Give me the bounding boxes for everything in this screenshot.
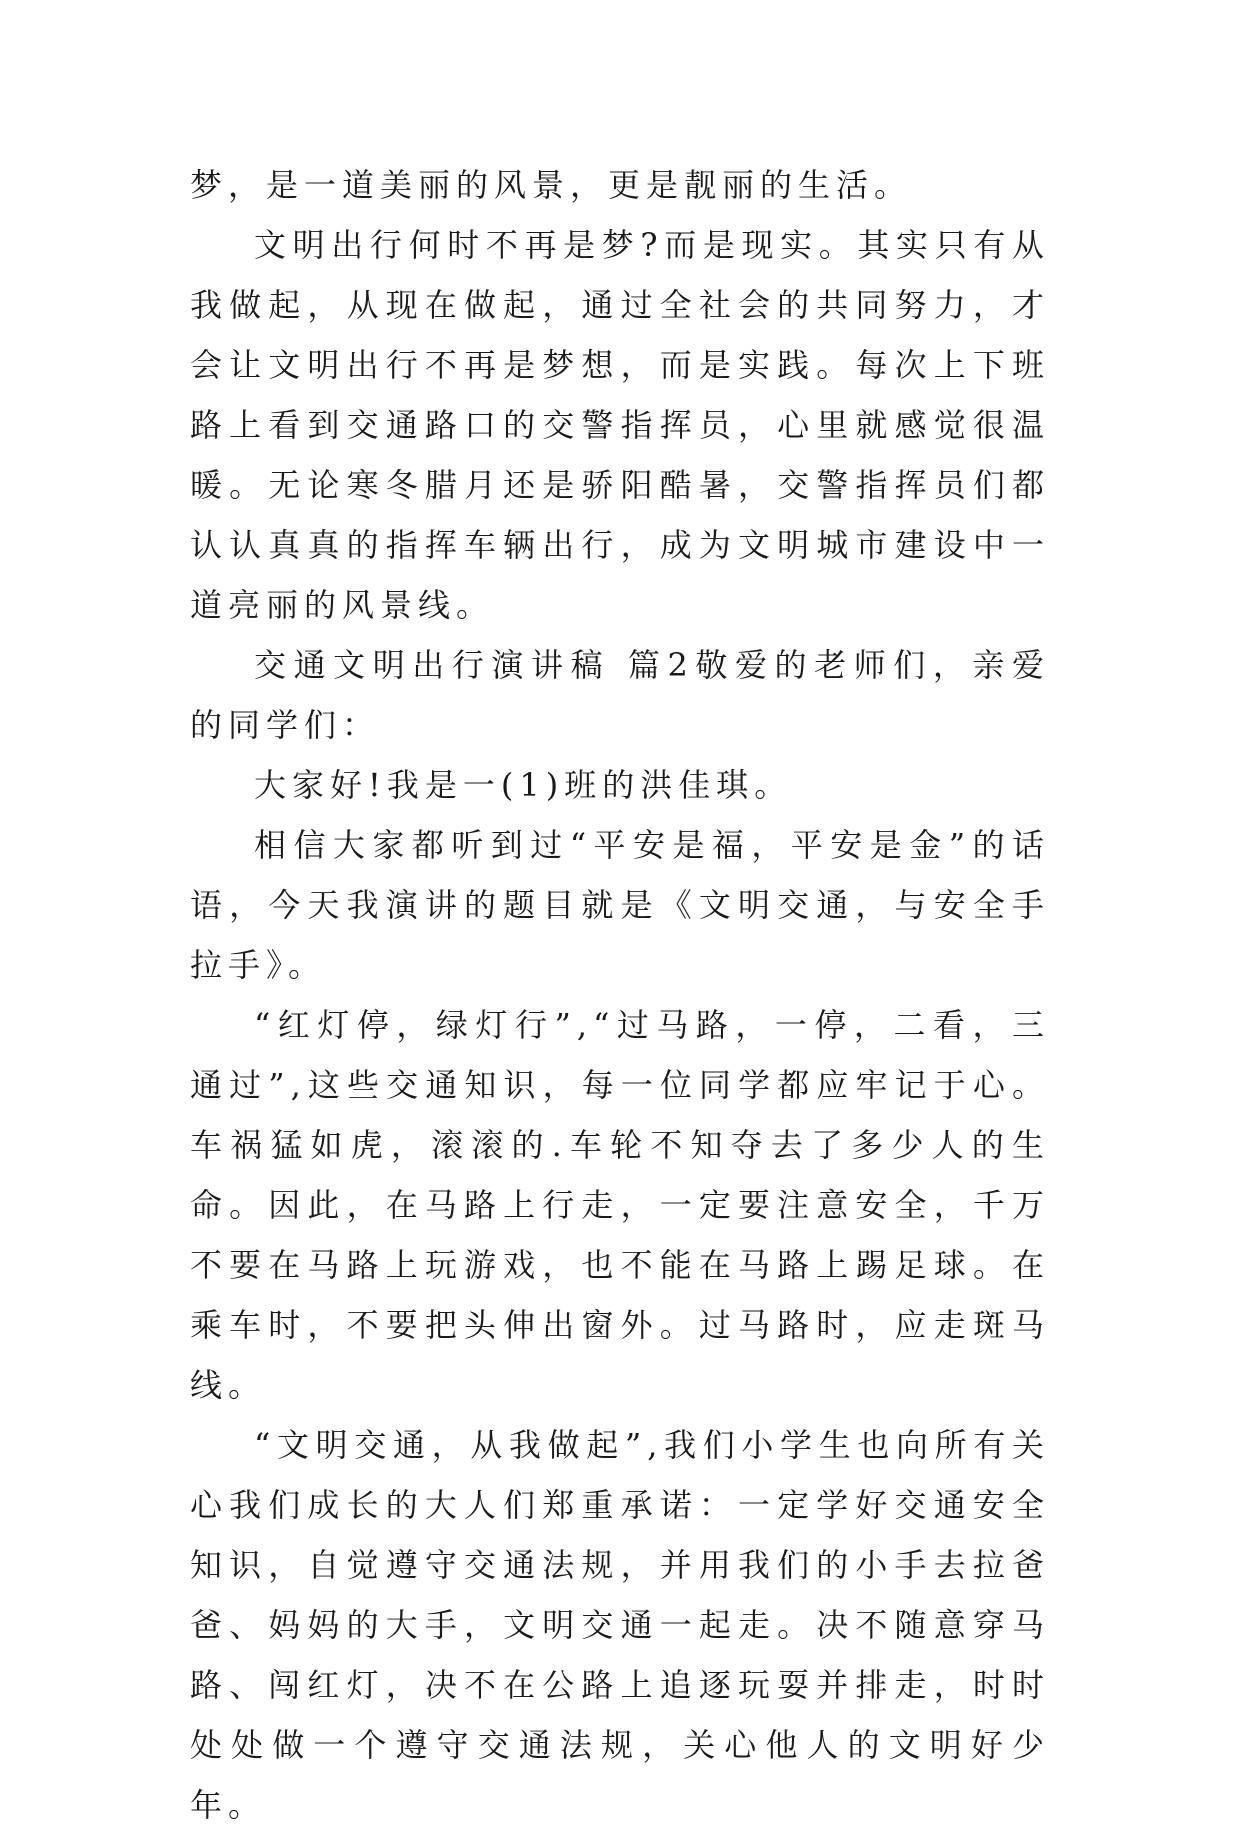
paragraph: “文明交通，从我做起”,我们小学生也向所有关心我们成长的大人们郑重承诺：一定学好交通安全知识，自觉遵守交通法规，并用我们的小手去拉爸爸、妈妈的大手，文明交通一起走。决不随意穿马路、闯红灯，决不在公路上追逐玩耍并排走，时时处处做一个遵守交通法规，关心他人的文明好少年。 xyxy=(190,1426,1050,1824)
paragraph: 文明出行何时不再是梦?而是现实。其实只有从我做起，从现在做起，通过全社会的共同努力，才会让文明出行不再是梦想，而是实践。每次上下班路上看到交通路口的交警指挥员，心里就感觉很温暖。无论寒冬腊月还是骄阳酷暑，交警指挥员们都认认真真的指挥车辆出行，成为文明城市建设中一道亮丽的风景线。 xyxy=(190,226,1050,624)
paragraph-speech-heading: 交通文明出行演讲稿 篇2敬爱的老师们，亲爱的同学们： xyxy=(190,646,1050,744)
document-body xyxy=(190,155,1050,1835)
paragraph-greeting: 大家好!我是一(1)班的洪佳琪。 xyxy=(254,766,793,804)
paragraph-continuation: 梦，是一道美丽的风景，更是靓丽的生活。 xyxy=(190,166,913,204)
paragraph: 相信大家都听到过“平安是福，平安是金”的话语，今天我演讲的题目就是《文明交通，与安全手拉手》。 xyxy=(190,826,1050,984)
paragraph: “红灯停，绿灯行”,“过马路，一停，二看，三通过”,这些交通知识，每一位同学都应牢记于心。车祸猛如虎，滚滚的.车轮不知夺去了多少人的生命。因此，在马路上行走，一定要注意安全，千万不要在马路上玩游戏，也不能在马路上踢足球。在乘车时，不要把头伸出窗外。过马路时，应走斑马线。 xyxy=(190,1006,1050,1404)
